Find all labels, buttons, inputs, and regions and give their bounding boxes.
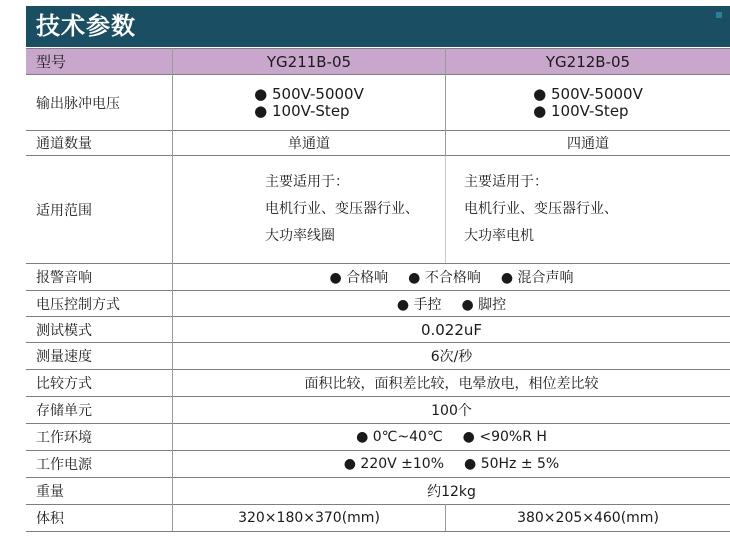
- power-item: ● 220V ±10%: [344, 456, 444, 472]
- row-divider: [26, 48, 730, 49]
- row-divider: [26, 263, 730, 264]
- environment-item: ● 0℃~40℃: [356, 429, 443, 445]
- compare-value: 面积比较，面积差比较，电晕放电，相位差比较: [304, 376, 599, 392]
- row-divider: [26, 290, 730, 291]
- scope-col1-line: 主要适用于：: [265, 174, 349, 190]
- environment-value: [173, 424, 730, 450]
- weight-value: 约12kg: [427, 484, 476, 500]
- voltage-control-item: ● 手控: [397, 294, 442, 314]
- column-divider: [445, 156, 446, 263]
- voltage-col2-item: ● 100V-Step: [533, 103, 628, 120]
- alarm-item: ● 合格响: [329, 267, 388, 287]
- scope-col2-line: 电机行业、变压器行业、: [464, 201, 618, 217]
- column-divider: [172, 48, 173, 531]
- row-divider: [26, 531, 730, 532]
- voltage-col2-item: ● 500V-5000V: [533, 86, 643, 103]
- column-divider: [445, 504, 446, 531]
- page-title: 技术参数: [36, 12, 136, 40]
- row-label-test-mode: 测试模式: [36, 322, 92, 339]
- scope-col1-line: 电机行业、变压器行业、: [265, 201, 419, 217]
- row-label-speed: 测量速度: [36, 349, 92, 365]
- scope-col1: [265, 156, 445, 263]
- channels-col2: 四通道: [567, 136, 609, 152]
- alarm-value: [173, 264, 730, 290]
- row-divider: [26, 369, 730, 370]
- channels-col1: 单通道: [288, 136, 330, 152]
- voltage-col2: [446, 75, 730, 130]
- row-label-weight: 重量: [36, 484, 64, 500]
- alarm-item: ● 混合声响: [501, 267, 574, 287]
- row-divider: [26, 316, 730, 317]
- header-model-2: YG212B-05: [446, 49, 730, 74]
- row-divider: [26, 74, 730, 75]
- row-divider: [26, 342, 730, 343]
- row-label-voltage: 输出脉冲电压: [36, 95, 120, 112]
- test-mode-value: 0.022uF: [420, 320, 483, 339]
- row-divider: [26, 155, 730, 156]
- storage-value: 100个: [431, 403, 472, 419]
- voltage-col1: [173, 75, 445, 130]
- row-divider: [26, 450, 730, 451]
- power-value: [173, 451, 730, 477]
- row-divider: [26, 477, 730, 478]
- row-divider: [26, 423, 730, 424]
- row-label-storage: 存储单元: [36, 403, 92, 419]
- scope-col1-line: 大功率线圈: [265, 228, 335, 244]
- power-item: ● 50Hz ± 5%: [464, 456, 559, 472]
- voltage-control-item: ● 脚控: [462, 294, 507, 314]
- row-divider: [26, 396, 730, 397]
- header-model-1: YG211B-05: [173, 49, 445, 74]
- row-label-voltage-control: 电压控制方式: [36, 296, 120, 313]
- voltage-col1-item: ● 100V-Step: [254, 103, 349, 120]
- column-divider: [445, 48, 446, 156]
- volume-col1: 320×180×370(mm): [238, 510, 380, 526]
- speed-value: 6次/秒: [430, 349, 473, 365]
- voltage-control-value: [173, 291, 730, 316]
- row-label-alarm: 报警音响: [36, 270, 92, 286]
- volume-col2: 380×205×460(mm): [517, 510, 659, 526]
- row-label-channels: 通道数量: [36, 136, 92, 152]
- row-divider: [26, 130, 730, 131]
- voltage-col1-item: ● 500V-5000V: [254, 86, 364, 103]
- row-label-volume: 体积: [36, 511, 64, 527]
- scope-col2-line: 主要适用于：: [464, 174, 548, 190]
- row-label-scope: 适用范围: [36, 202, 92, 219]
- scope-col2-line: 大功率电机: [464, 228, 534, 244]
- environment-item: ● <90%R H: [463, 429, 547, 445]
- row-label-environment: 工作环境: [36, 430, 92, 446]
- row-divider: [26, 504, 730, 505]
- row-label-power: 工作电源: [36, 457, 92, 473]
- scope-col2: [464, 156, 730, 263]
- header-label: 型号: [26, 49, 172, 74]
- alarm-item: ● 不合格响: [408, 267, 481, 287]
- row-label-compare: 比较方式: [36, 376, 92, 392]
